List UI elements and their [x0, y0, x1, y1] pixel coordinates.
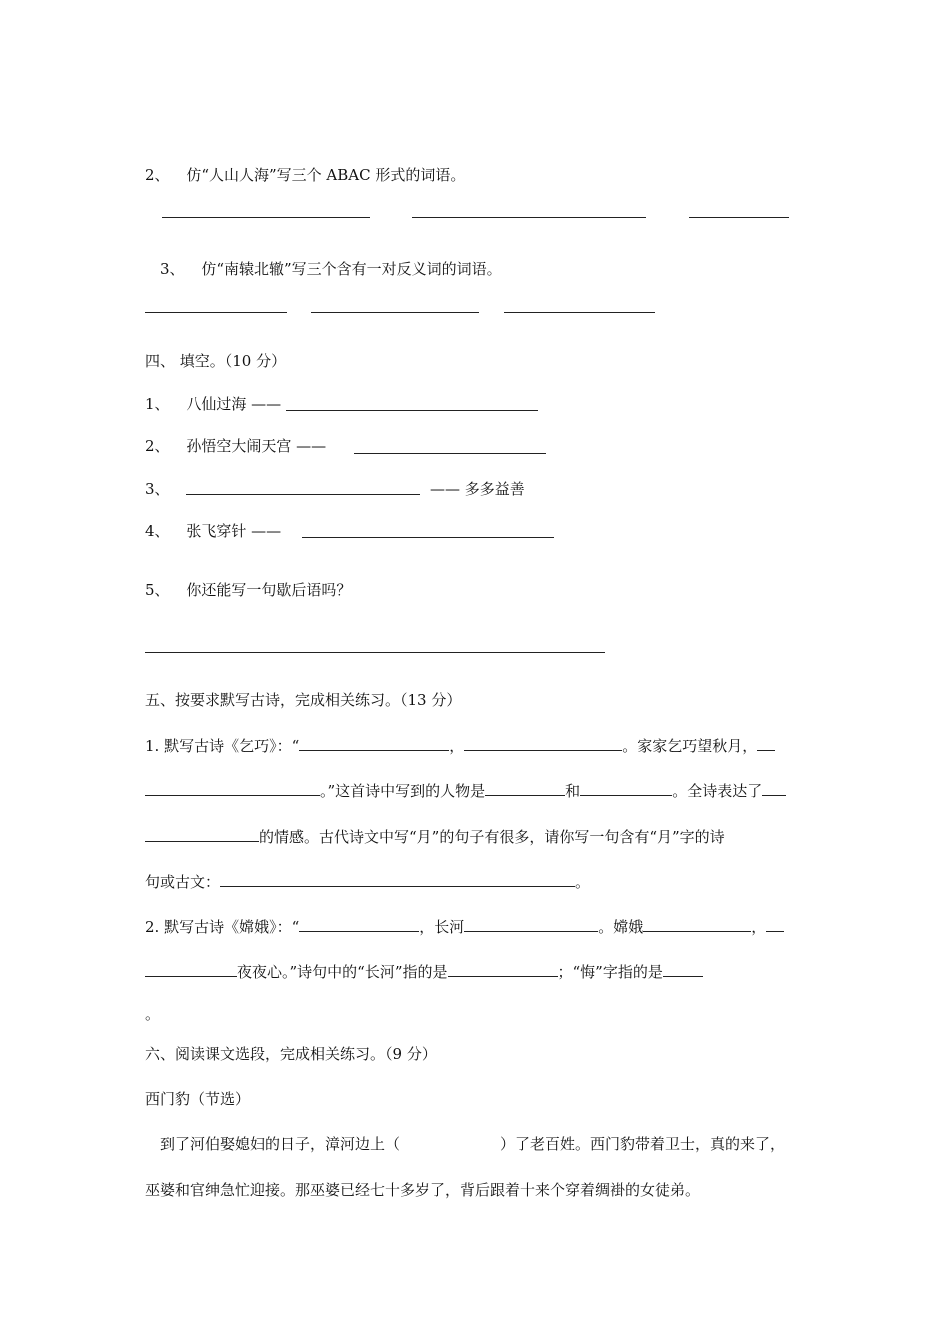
- passage-text-a: 到了河伯娶媳妇的日子，漳河边上（: [160, 1135, 401, 1153]
- answer-line-2c[interactable]: [689, 217, 789, 218]
- poem-2-blank-d[interactable]: [766, 915, 784, 932]
- item-number: 5、: [145, 581, 170, 599]
- answer-line-3b[interactable]: [311, 312, 479, 313]
- poem-2-blank-hui[interactable]: [663, 960, 703, 977]
- answer-line-3a[interactable]: [145, 312, 287, 313]
- fill-item-2: [145, 436, 326, 456]
- passage-paragraph-1: [160, 1134, 785, 1154]
- item-text: 张飞穿针 ——: [186, 522, 282, 540]
- item-number: 3、: [145, 480, 170, 498]
- passage-title: 西门豹（节选）: [145, 1090, 251, 1108]
- poem-1-period: 。: [575, 873, 591, 891]
- poem-1-question-people: 。”这首诗中写到的人物是: [320, 782, 486, 800]
- poem-2-line-2: [145, 960, 703, 982]
- poem-1-blank-c[interactable]: [757, 734, 775, 751]
- fill-item-4: [145, 521, 281, 541]
- item-number: 4、: [145, 522, 170, 540]
- fill-blank-5[interactable]: [145, 652, 605, 653]
- fill-item-5: [145, 580, 351, 600]
- section-5-title: 五、按要求默写古诗，完成相关练习。（13 分）: [145, 691, 462, 709]
- fill-blank-1[interactable]: [286, 410, 538, 411]
- passage-text-b: ）了老百姓。西门豹带着卫士，真的来了，: [500, 1135, 786, 1153]
- poem-1-line-3: [145, 825, 725, 847]
- poem-2-blank-a[interactable]: [299, 915, 419, 932]
- question-text: 仿“人山人海”写三个 ABAC 形式的词语。: [186, 166, 466, 184]
- poem-1-known-line: 。家家乞巧望秋月，: [622, 737, 758, 755]
- poem-2-change: 。嫦娥: [598, 918, 644, 936]
- poem-1-moon-label: 句或古文：: [145, 873, 221, 891]
- poem-1-blank-person-2[interactable]: [580, 779, 672, 796]
- answer-line-2a[interactable]: [162, 217, 370, 218]
- poem-2-line-3: 。: [145, 1005, 161, 1023]
- poem-1-blank-moon[interactable]: [220, 870, 575, 887]
- poem-2-hui-question: ；“悔”字指的是: [557, 963, 663, 981]
- poem-1-blank-a[interactable]: [299, 734, 449, 751]
- section-4-title: 四、 填空。（10 分）: [145, 352, 287, 370]
- fill-blank-4[interactable]: [302, 537, 554, 538]
- item-number: 2、: [145, 437, 170, 455]
- poem-1-line-2: [145, 779, 786, 801]
- passage-paragraph-2: 巫婆和官绅急忙迎接。那巫婆已经七十多岁了，背后跟着十来个穿着绸褂的女徒弟。: [145, 1181, 701, 1199]
- poem-1-question-feeling: 。全诗表达了: [672, 782, 763, 800]
- poem-1-blank-feeling[interactable]: [762, 779, 786, 796]
- poem-1-moon-question: 的情感。古代诗文中写“月”的句子有很多，请你写一句含有“月”字的诗: [259, 828, 725, 846]
- fill-item-3: [145, 479, 170, 499]
- poem-1-comma: ，: [449, 737, 465, 755]
- fill-blank-3[interactable]: [186, 494, 420, 495]
- item-text: 你还能写一句歇后语吗？: [186, 581, 352, 599]
- poem-1-line-4: [145, 870, 590, 892]
- poem-2-comma: ，: [751, 918, 767, 936]
- poem-1-intro: 1. 默写古诗《乞巧》：“: [145, 737, 300, 755]
- poem-2-changhe: ，长河: [419, 918, 465, 936]
- poem-1-blank-feeling-2[interactable]: [145, 825, 259, 842]
- item-text: 孙悟空大闹天宫 ——: [186, 437, 327, 455]
- poem-2-changhe-question: 夜夜心。”诗句中的“长河”指的是: [237, 963, 448, 981]
- item-text: 八仙过海 ——: [186, 395, 282, 413]
- poem-1-and: 和: [565, 782, 581, 800]
- section-6-title: 六、阅读课文选段，完成相关练习。（9 分）: [145, 1045, 437, 1063]
- poem-2-blank-c[interactable]: [643, 915, 751, 932]
- poem-2-blank-d2[interactable]: [145, 960, 237, 977]
- answer-line-2b[interactable]: [412, 217, 646, 218]
- poem-2-line-1: [145, 915, 784, 937]
- poem-1-blank-person-1[interactable]: [485, 779, 565, 796]
- question-2: [145, 165, 465, 185]
- fill-blank-2[interactable]: [354, 453, 546, 454]
- poem-2-intro: 2. 默写古诗《嫦娥》：“: [145, 918, 300, 936]
- item-3-right-text: —— 多多益善: [430, 480, 525, 498]
- poem-2-blank-changhe[interactable]: [448, 960, 558, 977]
- item-number: 1、: [145, 395, 170, 413]
- fill-item-1: [145, 394, 281, 414]
- poem-1-line-1: [145, 734, 775, 756]
- question-3: [160, 259, 502, 279]
- answer-line-3c[interactable]: [504, 312, 655, 313]
- poem-2-blank-b[interactable]: [464, 915, 598, 932]
- poem-1-blank-b[interactable]: [464, 734, 622, 751]
- question-number: 2、: [145, 166, 170, 184]
- question-text: 仿“南辕北辙”写三个含有一对反义词的词语。: [201, 260, 502, 278]
- question-number: 3、: [160, 260, 185, 278]
- poem-1-blank-c2[interactable]: [145, 779, 320, 796]
